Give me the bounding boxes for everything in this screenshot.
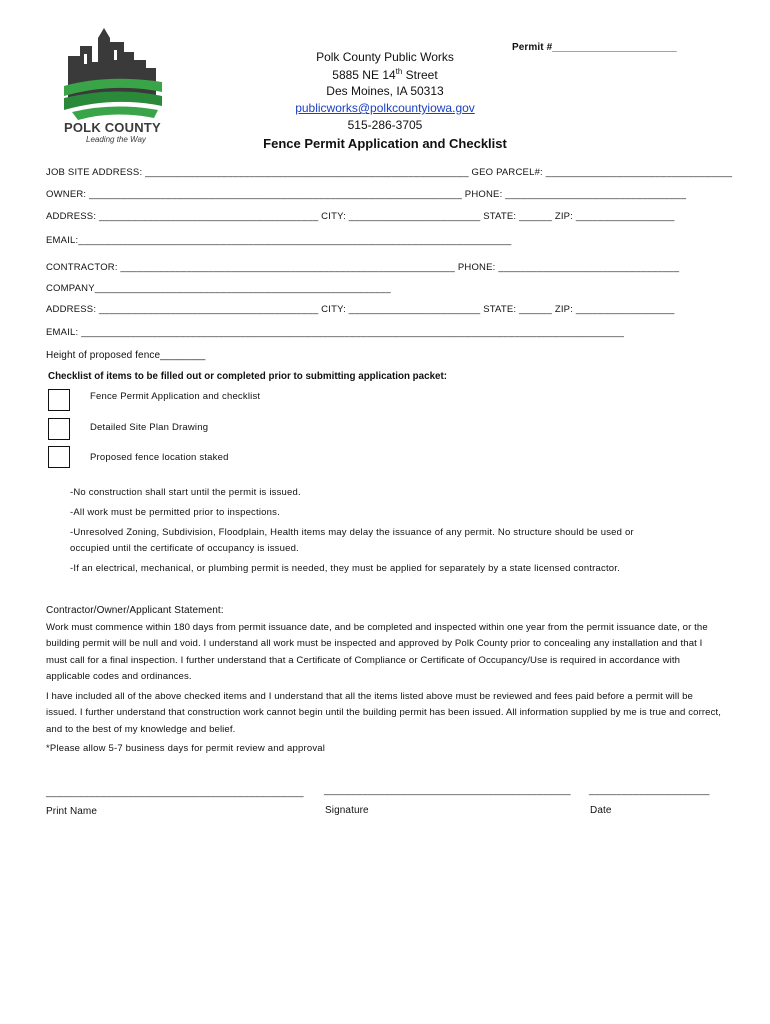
street-rest: Street — [402, 68, 438, 82]
date-label: Date — [590, 805, 612, 816]
signature-line[interactable]: _____________________________________________ — [324, 785, 571, 796]
note-4: -If an electrical, mechanical, or plumbing permit is needed, they must be applied for separately by a state licensed contractor. — [70, 563, 620, 574]
review-note: *Please allow 5-7 business days for permit review and approval — [46, 743, 326, 754]
job-site-address-field[interactable]: JOB SITE ADDRESS: ___________________________________________________________ GEO PARCEL#: __________________________________ — [46, 167, 733, 178]
checklist-heading: Checklist of items to be filled out or completed prior to submitting application packet: — [48, 371, 447, 382]
org-city: Des Moines, IA 50313 — [326, 84, 444, 98]
owner-field[interactable]: OWNER: ____________________________________________________________________ PHONE: _________________________________ — [46, 189, 687, 200]
note-1: -No construction shall start until the permit is issued. — [70, 487, 301, 498]
org-name: Polk County Public Works — [316, 50, 454, 64]
checklist-checkbox-2[interactable] — [48, 418, 70, 440]
email-link[interactable]: publicworks@polkcountyiowa.gov — [295, 101, 475, 115]
note-3-cont: occupied until the certificate of occupancy is issued. — [70, 543, 299, 554]
contractor-email-field[interactable]: EMAIL: ___________________________________________________________________________________________________ — [46, 327, 625, 338]
street-ordinal: th — [395, 67, 403, 76]
permit-number-field[interactable]: Permit #______________________ — [512, 42, 677, 53]
street-number: 5885 NE 14 — [332, 68, 396, 82]
checklist-checkbox-1[interactable] — [48, 389, 70, 411]
logo-tagline: Leading the Way — [86, 135, 146, 144]
logo-name: POLK COUNTY — [64, 120, 161, 135]
statement-heading: Contractor/Owner/Applicant Statement: — [46, 605, 224, 616]
contractor-address-field[interactable]: ADDRESS: ________________________________________ CITY: ________________________ STATE: ______ ZIP: __________________ — [46, 304, 675, 315]
logo-skyline-graphic — [58, 22, 168, 122]
print-name-label: Print Name — [46, 806, 98, 817]
org-email-link[interactable] — [255, 101, 515, 115]
statement-paragraph-1: Work must commence within 180 days from permit issuance date, and be completed and inspected within one year from the permit issuance date, or the building permit will be null and void. I understand all work must be inspected and approved by Polk County prior to concealing any installation and that I must call for a final inspection. I further understand that a Certificate of Compliance or Certificate of Occupancy/Use is required in accordance with applicable codes and ordinances. — [46, 622, 708, 683]
checklist-checkbox-3[interactable] — [48, 446, 70, 468]
checklist-item-3: Proposed fence location staked — [90, 452, 229, 463]
statement-paragraph-2: I have included all of the above checked items and I understand that all the items listed above must be reviewed and fees paid before a permit will be issued. I further understand that construction work cannot begin until the building permit has been issued. All information supplied by me is true and correct, and to the best of my knowledge and belief. — [46, 691, 722, 735]
polk-county-logo — [58, 22, 168, 152]
note-2: -All work must be permitted prior to inspections. — [70, 507, 280, 518]
org-street — [255, 67, 515, 82]
checklist-item-1: Fence Permit Application and checklist — [90, 391, 261, 402]
form-title: Fence Permit Application and Checklist — [263, 136, 507, 151]
owner-email-field[interactable]: EMAIL:_______________________________________________________________________________ — [46, 235, 512, 246]
checklist-item-2: Detailed Site Plan Drawing — [90, 422, 209, 433]
org-phone: 515-286-3705 — [347, 118, 423, 132]
print-name-line[interactable]: _______________________________________________ — [46, 787, 304, 798]
contractor-field[interactable]: CONTRACTOR: _____________________________________________________________ PHONE: _________________________________ — [46, 262, 680, 273]
signature-label: Signature — [325, 805, 369, 816]
company-field[interactable]: COMPANY______________________________________________________ — [46, 283, 391, 294]
fence-height-field[interactable]: Height of proposed fence________ — [46, 350, 206, 361]
note-3: -Unresolved Zoning, Subdivision, Floodplain, Health items may delay the issuance of any permit. No structure should be used or — [70, 527, 634, 538]
owner-address-field[interactable]: ADDRESS: ________________________________________ CITY: ________________________ STATE: ______ ZIP: __________________ — [46, 211, 675, 222]
date-line[interactable]: ______________________ — [589, 785, 710, 796]
